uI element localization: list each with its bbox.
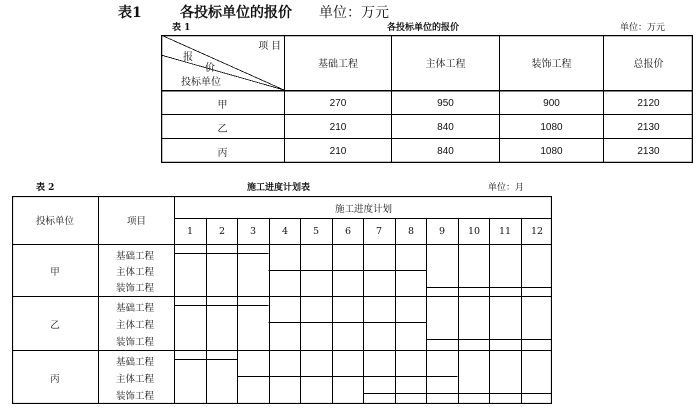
item-label: 基础工程 — [116, 357, 155, 368]
month-header: 7 — [375, 226, 383, 237]
table1-unit: 单位：万元 — [620, 22, 666, 32]
page-title: 各投标单位的报价 — [180, 5, 292, 21]
table2-title: 施工进度计划表 — [247, 183, 311, 193]
item-label: 基础工程 — [116, 251, 155, 262]
table1-title: 各投标单位的报价 — [387, 22, 460, 32]
column-header-item: 项目 — [126, 216, 146, 227]
corner-label-bidder: 投标单位 — [181, 76, 221, 88]
month-header: 4 — [281, 226, 289, 237]
item-label: 装饰工程 — [116, 283, 155, 294]
bidder-cell: 乙 — [217, 123, 228, 135]
schedule-header: 施工进度计划 — [334, 204, 392, 215]
table-cell: 840 — [437, 145, 454, 157]
column-header-bidder: 投标单位 — [35, 216, 74, 227]
table-cell: 900 — [543, 97, 560, 109]
month-header: 6 — [344, 226, 352, 237]
table-cell: 2130 — [637, 145, 660, 157]
column-header: 主体工程 — [425, 59, 466, 70]
table-cell: 2130 — [637, 121, 660, 133]
table-cell: 210 — [329, 121, 347, 133]
table-number: 表1 — [118, 5, 142, 21]
month-header: 5 — [312, 226, 320, 237]
month-header: 10 — [467, 226, 481, 237]
month-header: 12 — [530, 226, 544, 237]
item-label: 主体工程 — [116, 320, 155, 331]
corner-label-item: 项 目 — [258, 40, 281, 52]
column-header: 总报价 — [633, 59, 664, 70]
table2-unit: 单位：月 — [488, 182, 525, 192]
table-cell: 1080 — [540, 145, 563, 157]
table2-label: 表 2 — [36, 183, 55, 193]
schedule-table — [12, 196, 552, 404]
table-cell: 950 — [437, 97, 454, 109]
table-cell: 210 — [329, 145, 347, 157]
bidder-cell: 丙 — [217, 147, 228, 159]
month-header: 3 — [249, 226, 257, 237]
column-header: 装饰工程 — [531, 59, 572, 70]
table1-label: 表 1 — [172, 23, 191, 33]
month-header: 9 — [438, 226, 446, 237]
bidder-cell: 丙 — [50, 373, 60, 385]
month-header: 2 — [218, 226, 226, 237]
bidder-cell: 乙 — [50, 319, 60, 331]
column-header: 基础工程 — [318, 59, 358, 70]
table-cell: 2120 — [637, 97, 660, 109]
table-cell: 270 — [329, 97, 347, 109]
table-cell: 840 — [437, 121, 454, 133]
corner-label-bao: 报 — [183, 51, 193, 63]
item-label: 装饰工程 — [116, 391, 155, 402]
item-label: 主体工程 — [116, 374, 155, 385]
quote-table — [161, 35, 693, 163]
corner-label-jia: 价 — [205, 62, 215, 74]
month-header: 1 — [186, 226, 194, 237]
bidder-cell: 甲 — [217, 99, 228, 111]
item-label: 基础工程 — [116, 303, 155, 314]
table-cell: 1080 — [540, 121, 563, 133]
month-header: 11 — [498, 226, 512, 237]
item-label: 主体工程 — [116, 267, 155, 278]
bidder-cell: 甲 — [50, 266, 60, 278]
month-header: 8 — [407, 226, 415, 237]
item-label: 装饰工程 — [116, 337, 155, 348]
page-unit: 单位：万元 — [319, 4, 389, 20]
